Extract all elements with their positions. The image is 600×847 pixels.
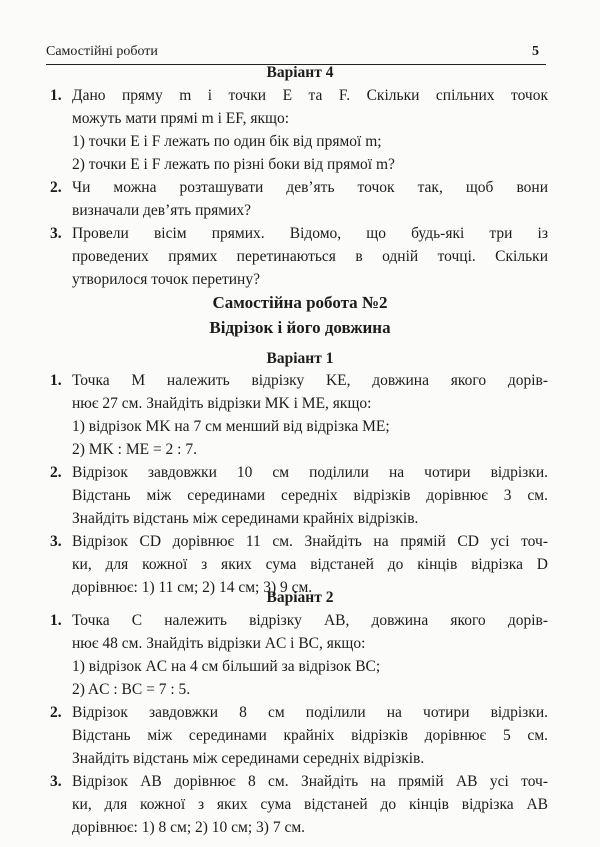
task-line: дорівнює: 1) 11 см; 2) 14 см; 3) 9 см. <box>72 579 313 596</box>
task-number: 1. <box>50 372 62 389</box>
section-title: Самостійна робота №2 <box>212 293 388 312</box>
task-line: 2) точки E і F лежать по різні боки від прямої m? <box>72 156 395 173</box>
task-line: Відрізок CD дорівнює 11 см. Знайдіть на прямій CD усі точ- <box>72 533 548 550</box>
task-line: нює 27 см. Знайдіть відрізки MK і ME, якщо: <box>72 395 372 412</box>
task-number: 2. <box>50 704 62 721</box>
task-line: Відстань між серединами крайніх відрізків дорівнює 5 см. <box>72 727 548 744</box>
variant-1-title: Варіант 1 <box>266 350 334 367</box>
task-number: 1. <box>50 612 62 629</box>
task-line: нює 48 см. Знайдіть відрізки AC і BC, якщо: <box>72 635 366 652</box>
running-title: Самостійні роботи <box>46 44 158 59</box>
task-line: 2) AC : BC = 7 : 5. <box>72 681 191 698</box>
task-line: 2) MK : ME = 2 : 7. <box>72 441 197 458</box>
task-line: Чи можна розташувати дев’ять точок так, щоб вони <box>72 179 548 196</box>
task-number: 2. <box>50 179 62 196</box>
task-number: 3. <box>50 225 62 242</box>
task-line: проведених прямих перетинаються в одній точці. Скільки <box>72 248 548 265</box>
task-line: ки, для кожної з яких сума відстаней до кінців відрізка D <box>72 556 548 573</box>
task-line: можуть мати прямі m і EF, якщо: <box>72 110 289 127</box>
task-number: 1. <box>50 87 62 104</box>
task-line: Відрізок завдовжки 8 см поділили на чотири відрізки. <box>72 704 548 721</box>
task-line: 1) відрізок AC на 4 см більший за відрізок BC; <box>72 658 381 675</box>
task-line: Дано пряму m і точки E та F. Скільки спільних точок <box>72 87 548 104</box>
task-line: ки, для кожної з яких сума відстаней до кінців відрізка AB <box>72 796 548 813</box>
task-line: Провели вісім прямих. Відомо, що будь-які три із <box>72 225 548 242</box>
task-line: Знайдіть відстань між серединами крайніх відрізків. <box>72 510 419 527</box>
task-number: 2. <box>50 464 62 481</box>
task-line: Відстань між серединами середніх відрізків дорівнює 3 см. <box>72 487 548 504</box>
task-line: визначали дев’ять прямих? <box>72 202 252 219</box>
task-line: Точка M належить відрізку KE, довжина якого дорів- <box>72 372 548 389</box>
page-number: 5 <box>532 44 539 59</box>
task-number: 3. <box>50 773 62 790</box>
task-line: 1) точки E і F лежать по один бік від прямої m; <box>72 133 382 150</box>
variant-4-title: Варіант 4 <box>266 64 334 81</box>
task-line: утворилося точок перетину? <box>72 271 260 288</box>
task-line: Точка C належить відрізку AB, довжина якого дорів- <box>72 612 548 629</box>
task-line: 1) відрізок MK на 7 см менший від відрізка ME; <box>72 418 390 435</box>
task-line: Знайдіть відстань між серединами середніх відрізків. <box>72 750 425 767</box>
variant-2-title: Варіант 2 <box>266 589 334 606</box>
task-line: Відрізок AB дорівнює 8 см. Знайдіть на прямій AB усі точ- <box>72 773 548 790</box>
task-line: Відрізок завдовжки 10 см поділили на чотири відрізки. <box>72 464 548 481</box>
task-line: дорівнює: 1) 8 см; 2) 10 см; 3) 7 см. <box>72 819 306 836</box>
task-number: 3. <box>50 533 62 550</box>
section-subtitle: Відрізок і його довжина <box>209 318 391 337</box>
